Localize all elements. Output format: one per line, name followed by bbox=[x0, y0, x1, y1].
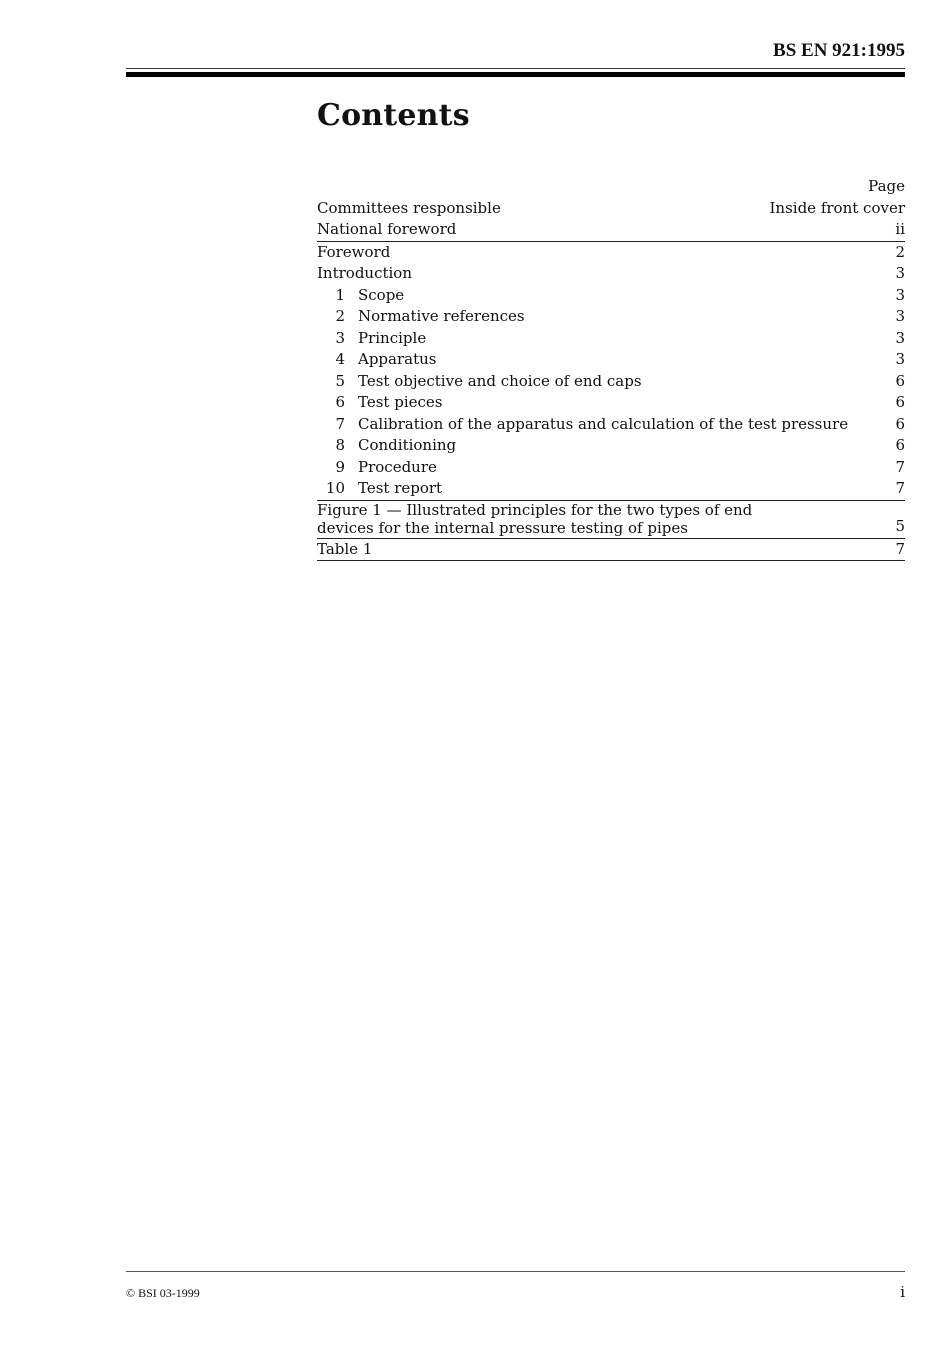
toc-entry-clause-4[interactable] bbox=[317, 349, 905, 371]
toc-entry-label: Principle bbox=[358, 328, 427, 347]
clause-number: 1 bbox=[335, 285, 345, 304]
toc-entry-label: Apparatus bbox=[358, 350, 437, 368]
clause-number: 8 bbox=[335, 436, 345, 454]
clause-number: 7 bbox=[335, 414, 345, 433]
toc-entry-page: 3 bbox=[895, 264, 905, 282]
toc-entry-label: Procedure bbox=[358, 457, 437, 476]
toc-entry-committees[interactable] bbox=[317, 198, 905, 220]
page-column-label: Page bbox=[868, 177, 905, 195]
clause-number: 6 bbox=[335, 393, 345, 411]
toc-entry-clause-1[interactable] bbox=[317, 285, 905, 307]
toc-entry-page: 6 bbox=[895, 436, 905, 454]
document-id: BS EN 921:1995 bbox=[773, 40, 905, 61]
toc-entry-page: 3 bbox=[895, 328, 905, 347]
toc-entry-page: 5 bbox=[895, 517, 905, 535]
toc-entry-table-1[interactable] bbox=[317, 539, 905, 562]
toc-entry-page: ii bbox=[895, 220, 905, 238]
copyright-notice: © BSI 03-1999 bbox=[126, 1286, 200, 1300]
footer-rule bbox=[126, 1271, 905, 1272]
clause-number: 9 bbox=[335, 457, 345, 476]
toc-entry-label: Test objective and choice of end caps bbox=[358, 371, 642, 390]
toc-entry-page: 6 bbox=[895, 371, 905, 390]
toc-entry-page: 7 bbox=[895, 479, 905, 497]
toc-entry-page: 6 bbox=[895, 414, 905, 433]
toc-entry-page: 7 bbox=[895, 457, 905, 476]
header-rule-thin bbox=[126, 68, 905, 69]
toc-entry-label: National foreword bbox=[317, 220, 457, 238]
header-rule-thick bbox=[126, 72, 905, 77]
toc-entry-introduction[interactable] bbox=[317, 263, 905, 285]
page-number: i bbox=[900, 1283, 905, 1301]
toc-entry-clause-6[interactable] bbox=[317, 392, 905, 414]
toc-entry-page: 3 bbox=[895, 350, 905, 368]
toc-entry-national-foreword[interactable] bbox=[317, 219, 905, 242]
toc-entry-page: Inside front cover bbox=[769, 198, 905, 217]
toc-entry-foreword[interactable] bbox=[317, 242, 905, 264]
toc-entry-label: Foreword bbox=[317, 242, 391, 261]
toc-entry-clause-9[interactable] bbox=[317, 457, 905, 479]
toc-entry-page: 2 bbox=[895, 242, 905, 261]
toc-entry-figure-1[interactable] bbox=[317, 501, 905, 539]
toc-entry-label: Test report bbox=[358, 479, 443, 497]
toc-entry-label bbox=[317, 501, 895, 538]
clause-number: 3 bbox=[335, 328, 345, 347]
toc-entry-label: Normative references bbox=[358, 307, 525, 325]
clause-number: 5 bbox=[335, 371, 345, 390]
toc-entry-clause-8[interactable] bbox=[317, 435, 905, 457]
toc-entry-label: Calibration of the apparatus and calculation of the test pressure bbox=[358, 414, 849, 433]
table-of-contents bbox=[317, 176, 905, 561]
toc-entry-page: 7 bbox=[895, 539, 905, 558]
toc-entry-label: Committees responsible bbox=[317, 198, 501, 217]
clause-number: 4 bbox=[335, 350, 345, 368]
clause-number: 2 bbox=[335, 307, 345, 325]
toc-entry-page: 3 bbox=[895, 285, 905, 304]
toc-entry-clause-10[interactable] bbox=[317, 478, 905, 501]
page-title: Contents bbox=[317, 98, 470, 133]
toc-entry-label: Table 1 bbox=[317, 539, 373, 558]
toc-entry-clause-2[interactable] bbox=[317, 306, 905, 328]
toc-entry-page: 6 bbox=[895, 393, 905, 411]
clause-number: 10 bbox=[325, 479, 345, 497]
toc-entry-page: 3 bbox=[895, 307, 905, 325]
toc-entry-clause-7[interactable] bbox=[317, 414, 905, 436]
figure-caption-line-1: Figure 1 — Illustrated principles for the two types of end bbox=[317, 500, 753, 519]
toc-entry-label: Introduction bbox=[317, 264, 412, 282]
toc-entry-label: Scope bbox=[358, 285, 405, 304]
toc-entry-clause-5[interactable] bbox=[317, 371, 905, 393]
toc-entry-clause-3[interactable] bbox=[317, 328, 905, 350]
toc-entry-label: Conditioning bbox=[358, 436, 457, 454]
figure-caption-line-2: devices for the internal pressure testing of pipes bbox=[317, 518, 688, 537]
toc-entry-label: Test pieces bbox=[358, 393, 443, 411]
